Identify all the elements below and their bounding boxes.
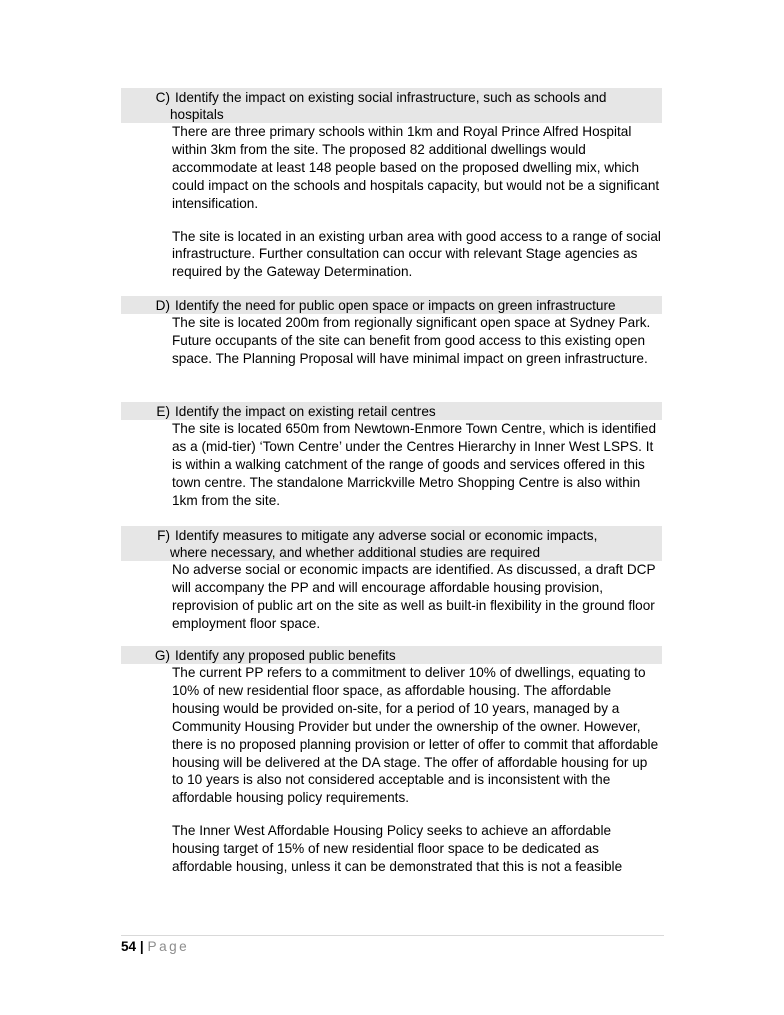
section-letter: G): [154, 648, 170, 663]
paragraph: No adverse social or economic impacts are identified. As discussed, a draft DCP will accompany the PP and will encourage affordable housing provision, reprovision of public art on the site as well as built-in flexibility in the ground floor employment floor space.: [172, 562, 656, 631]
section-body: [172, 123, 662, 281]
page-footer: [121, 938, 189, 955]
section-heading: [121, 88, 662, 123]
section-heading: [121, 646, 662, 664]
section-heading-text: [170, 647, 662, 664]
section-e: [121, 402, 662, 510]
section-body: [172, 664, 662, 876]
section-c: [121, 88, 662, 281]
paragraph: The site is located in an existing urban area with good access to a range of social infrastructure. Further consultation can occur with relevant Stage agencies as required by the Gateway Determination.: [172, 228, 661, 280]
section-body: [172, 314, 662, 368]
heading-line: hospitals: [170, 107, 224, 122]
page-label: Page: [147, 939, 190, 954]
page-number: 54: [121, 939, 137, 954]
section-letter: C): [155, 90, 170, 105]
section-heading-text: [170, 403, 662, 420]
section-body: [172, 420, 662, 510]
heading-line: Identify any proposed public benefits: [175, 648, 396, 663]
heading-line: Identify the need for public open space or impacts on green infrastructure: [175, 298, 616, 313]
section-body: [172, 561, 662, 633]
heading-line: Identify measures to mitigate any adverse social or economic impacts,: [175, 528, 598, 543]
section-heading: [121, 526, 662, 561]
section-letter: F): [157, 528, 170, 543]
section-heading-text: [170, 89, 662, 123]
section-heading-text: [170, 297, 662, 314]
heading-line: Identify the impact on existing social infrastructure, such as schools and: [175, 90, 607, 105]
section-heading: [121, 296, 662, 314]
section-heading: [121, 402, 662, 420]
section-letter: D): [155, 298, 170, 313]
section-heading-text: [170, 527, 662, 561]
paragraph: The site is located 200m from regionally significant open space at Sydney Park. Future occupants of the site can benefit from good access to this existing open space. The Planning Proposal will have minimal impact on green infrastructure.: [172, 315, 651, 366]
paragraph: The site is located 650m from Newtown-Enmore Town Centre, which is identified as a (mid-tier) ‘Town Centre’ under the Centres Hierarchy in Inner West LSPS. It is within a walking catchment of the range of goods and services offered in this town centre. The standalone Marrickville Metro Shopping Centre is also within 1km from the site.: [172, 421, 657, 508]
paragraph: The Inner West Affordable Housing Policy seeks to achieve an affordable housing target of 15% of new residential floor space to be dedicated as affordable housing, unless it can be demonstrated that this is not a feasible: [172, 823, 623, 875]
footer-separator: |: [139, 939, 144, 954]
heading-line: where necessary, and whether additional studies are required: [170, 545, 541, 560]
section-d: [121, 296, 662, 368]
paragraph: The current PP refers to a commitment to deliver 10% of dwellings, equating to 10% of new residential floor space, as affordable housing. The affordable housing would be provided on-site, for a period of 10 years, managed by a Community Housing Provider but under the ownership of the owner. However, there is no proposed planning provision or letter of offer to commit that affordable housing will be delivered at the DA stage. The offer of affordable housing for up to 10 years is also not considered acceptable and is inconsistent with the affordable housing policy requirements.: [172, 665, 659, 806]
footer-divider: [121, 935, 664, 936]
section-f: [121, 526, 662, 633]
heading-line: Identify the impact on existing retail centres: [175, 404, 436, 419]
section-letter: E): [156, 404, 170, 419]
paragraph: There are three primary schools within 1km and Royal Prince Alfred Hospital within 3km from the site. The proposed 82 additional dwellings would accommodate at least 148 people based on the proposed dwelling mix, which could impact on the schools and hospitals capacity, but would not be a significant intensification.: [172, 124, 660, 211]
section-g: [121, 646, 662, 876]
